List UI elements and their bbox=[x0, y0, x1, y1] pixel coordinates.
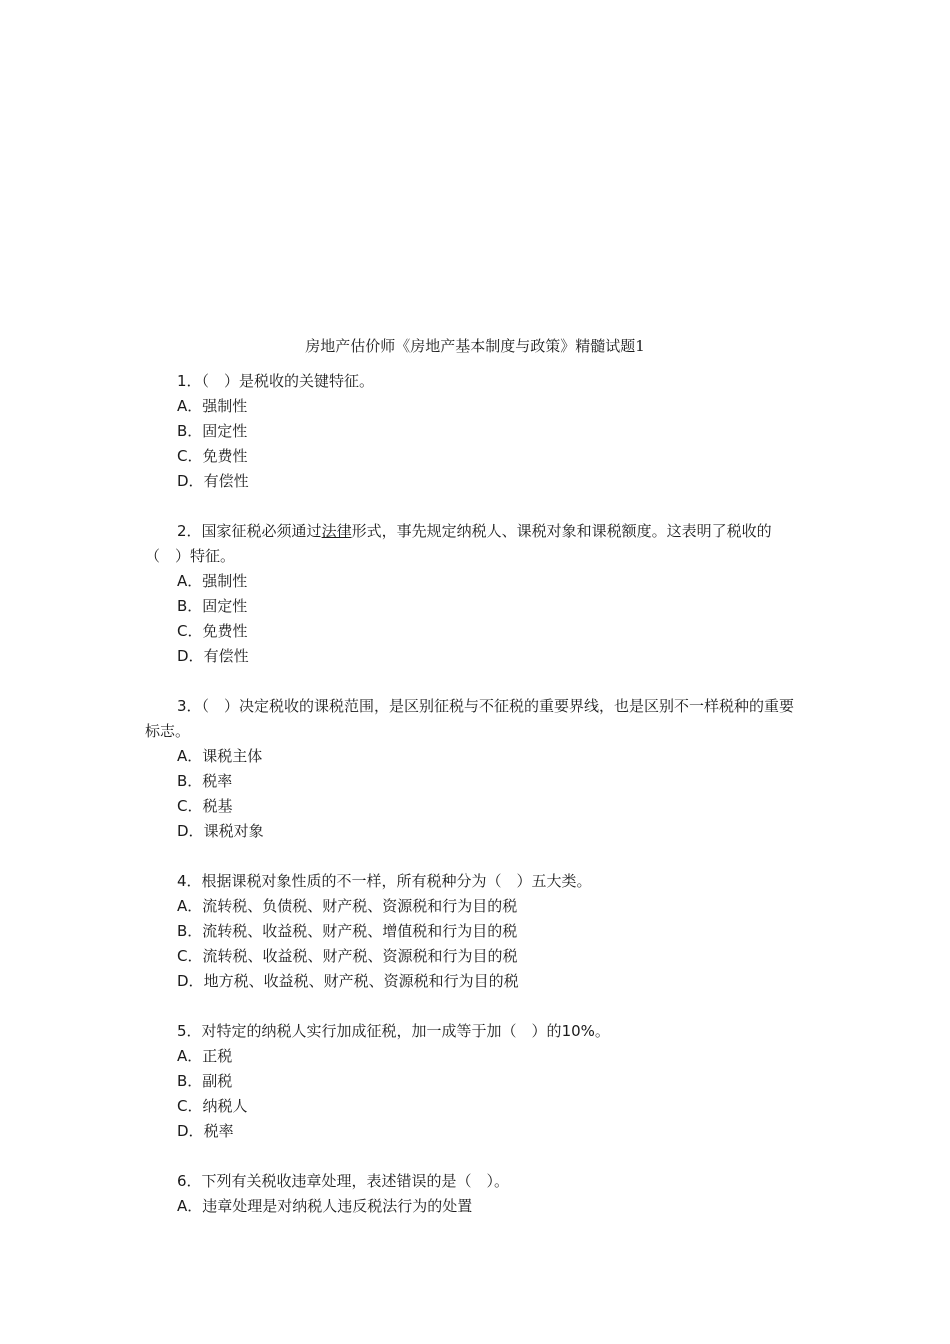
question-number: 6． bbox=[177, 1172, 202, 1190]
question-stem bbox=[145, 519, 805, 569]
question-3 bbox=[145, 694, 805, 844]
option-c bbox=[145, 1094, 805, 1119]
option-a bbox=[145, 569, 805, 594]
option-b bbox=[145, 919, 805, 944]
option-b bbox=[145, 419, 805, 444]
option-text: 税率 bbox=[203, 1122, 234, 1140]
question-5 bbox=[145, 1019, 805, 1144]
question-stem bbox=[145, 869, 805, 894]
option-letter: C． bbox=[177, 622, 203, 640]
option-a bbox=[145, 744, 805, 769]
option-letter: A． bbox=[177, 397, 203, 415]
option-text: 流转税、收益税、财产税、资源税和行为目的税 bbox=[202, 947, 518, 965]
option-letter: D． bbox=[177, 972, 204, 990]
option-text: 纳税人 bbox=[202, 1097, 248, 1115]
option-c bbox=[145, 794, 805, 819]
question-text: （ ）是税收的关键特征。 bbox=[201, 372, 375, 390]
question-stem bbox=[145, 1169, 805, 1194]
option-letter: D． bbox=[177, 647, 204, 665]
option-d bbox=[145, 969, 805, 994]
option-text: 强制性 bbox=[202, 397, 248, 415]
option-b bbox=[145, 1069, 805, 1094]
option-d bbox=[145, 1119, 805, 1144]
option-a bbox=[145, 394, 805, 419]
option-text: 强制性 bbox=[202, 572, 248, 590]
question-text: （ ）决定税收的课税范围，是区别征税与不征税的重要界线，也是区别不一样税种的重要标志。 bbox=[145, 697, 795, 740]
option-letter: B． bbox=[177, 922, 203, 940]
option-letter: B． bbox=[177, 772, 203, 790]
option-text: 有偿性 bbox=[203, 472, 249, 490]
option-c bbox=[145, 619, 805, 644]
option-letter: A． bbox=[177, 897, 203, 915]
option-text: 税基 bbox=[202, 797, 233, 815]
question-text: 对特定的纳税人实行加成征税，加一成等于加（ ）的 bbox=[201, 1022, 562, 1040]
option-letter: D． bbox=[177, 822, 204, 840]
question-number: 4． bbox=[177, 872, 202, 890]
option-letter: D． bbox=[177, 1122, 204, 1140]
question-2 bbox=[145, 519, 805, 669]
option-letter: C． bbox=[177, 1097, 203, 1115]
option-letter: B． bbox=[177, 422, 203, 440]
option-a bbox=[145, 894, 805, 919]
option-letter: B． bbox=[177, 597, 203, 615]
option-text: 课税对象 bbox=[203, 822, 264, 840]
question-number: 5． bbox=[177, 1022, 202, 1040]
option-letter: C． bbox=[177, 797, 203, 815]
option-c bbox=[145, 944, 805, 969]
question-text: 国家征税必须通过 bbox=[201, 522, 322, 540]
question-number: 1． bbox=[177, 372, 202, 390]
percent-value: 10% bbox=[561, 1022, 595, 1040]
question-text-continued: 形式，事先规定纳税人、课税对象和课税额度。这表明了税收的（ ）特征。 bbox=[145, 522, 772, 565]
document-body bbox=[145, 369, 805, 1244]
option-text: 税率 bbox=[202, 772, 233, 790]
underlined-term: 法律 bbox=[321, 522, 352, 540]
option-text: 有偿性 bbox=[203, 647, 249, 665]
option-letter: D． bbox=[177, 472, 204, 490]
option-letter: B． bbox=[177, 1072, 203, 1090]
question-text: 根据课税对象性质的不一样，所有税种分为（ ）五大类。 bbox=[201, 872, 592, 890]
option-text: 流转税、负债税、财产税、资源税和行为目的税 bbox=[202, 897, 518, 915]
option-text: 课税主体 bbox=[202, 747, 263, 765]
option-d bbox=[145, 819, 805, 844]
option-text: 正税 bbox=[202, 1047, 233, 1065]
question-text: 下列有关税收违章处理，表述错误的是（ ）。 bbox=[201, 1172, 510, 1190]
question-number: 3． bbox=[177, 697, 202, 715]
option-letter: A． bbox=[177, 1197, 203, 1215]
option-letter: A． bbox=[177, 572, 203, 590]
option-text: 副税 bbox=[202, 1072, 233, 1090]
question-1 bbox=[145, 369, 805, 494]
option-d bbox=[145, 469, 805, 494]
option-c bbox=[145, 444, 805, 469]
option-text: 固定性 bbox=[202, 422, 248, 440]
question-4 bbox=[145, 869, 805, 994]
option-text: 流转税、收益税、财产税、增值税和行为目的税 bbox=[202, 922, 518, 940]
question-text-continued: 。 bbox=[594, 1022, 610, 1040]
question-stem bbox=[145, 1019, 805, 1044]
option-letter: C． bbox=[177, 447, 203, 465]
option-b bbox=[145, 594, 805, 619]
option-text: 免费性 bbox=[202, 622, 248, 640]
question-number: 2． bbox=[177, 522, 202, 540]
document-title: 房地产估价师《房地产基本制度与政策》精髓试题1 bbox=[305, 337, 645, 355]
option-a bbox=[145, 1194, 805, 1219]
option-b bbox=[145, 769, 805, 794]
question-stem bbox=[145, 694, 805, 744]
option-text: 免费性 bbox=[202, 447, 248, 465]
option-text: 固定性 bbox=[202, 597, 248, 615]
option-a bbox=[145, 1044, 805, 1069]
option-letter: C． bbox=[177, 947, 203, 965]
option-letter: A． bbox=[177, 747, 203, 765]
question-stem bbox=[145, 369, 805, 394]
question-6 bbox=[145, 1169, 805, 1219]
option-text: 地方税、收益税、财产税、资源税和行为目的税 bbox=[203, 972, 519, 990]
option-text: 违章处理是对纳税人违反税法行为的处置 bbox=[202, 1197, 473, 1215]
option-d bbox=[145, 644, 805, 669]
option-letter: A． bbox=[177, 1047, 203, 1065]
